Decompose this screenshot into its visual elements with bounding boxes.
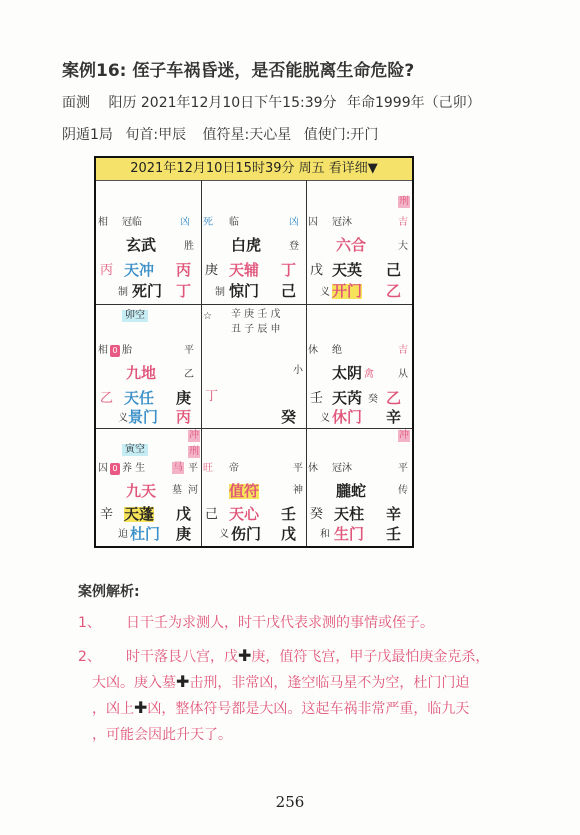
info-zhifu: 值符星:天心星: [202, 127, 292, 143]
palace-stem: 丙: [176, 261, 192, 279]
info-zhishi: 值使门:开门: [303, 127, 379, 143]
palace-star: 天蓬: [124, 505, 155, 523]
analysis-title: 案例解析:: [78, 584, 140, 600]
palace-luck: 平: [293, 463, 303, 474]
text-part: ，凶上: [92, 701, 134, 717]
palace-state: 旺: [203, 463, 213, 474]
palace-star: 天冲: [124, 261, 155, 279]
palace-door-relation: 迫: [118, 529, 128, 540]
analysis-item-2-line-2: [92, 672, 469, 692]
palace-zhen: [96, 304, 201, 428]
palace-door: 生门: [334, 525, 365, 543]
palace-luck: 凶: [180, 217, 190, 228]
palace-stage: 胎: [122, 345, 132, 356]
info-line-1: [62, 92, 481, 112]
palace-tag: 冲: [189, 430, 199, 441]
case-title: 案例16: 侄子车祸昏迷，是否能脱离生命危险?: [62, 61, 415, 81]
palace-note: 神: [293, 485, 303, 496]
analysis-item-1: 日干壬为求测人，时干戊代表求测的事情或侄子。: [126, 615, 434, 631]
palace-heaven-stem: 丙: [100, 263, 114, 278]
palace-stem: 戊: [176, 505, 192, 523]
palace-door-relation: 义: [118, 413, 128, 424]
palace-earth-stem: 戊: [281, 525, 297, 543]
palace-earth-stem: 乙: [386, 282, 402, 300]
palace-note: 墓: [172, 485, 182, 496]
palace-state: 死: [203, 217, 213, 228]
palace-stem: 辛: [386, 505, 402, 523]
palace-marker: 0: [110, 345, 120, 357]
palace-door: 伤门: [231, 525, 262, 543]
palace-stage: 帝: [229, 463, 239, 474]
plus-icon: ✚: [238, 646, 252, 665]
palace-note: 从: [398, 369, 408, 380]
palace-note: 登: [289, 241, 299, 252]
palace-stage: 绝: [332, 345, 342, 356]
palace-stem: 乙: [386, 389, 402, 407]
palace-luck: 吉: [398, 217, 408, 228]
palace-earth-stem: 丁: [176, 282, 192, 300]
palace-door-relation: 制: [118, 287, 128, 298]
palace-star: 天辅: [229, 261, 260, 279]
palace-door: 休门: [332, 408, 363, 426]
four-pillars-stems: 辛 庚 壬 戊: [231, 309, 281, 320]
analysis-item-2-line-1: [126, 646, 489, 666]
palace-earth-stem: 癸: [281, 408, 297, 426]
palace-stage: 冠临: [122, 217, 142, 228]
palace-state: 囚: [98, 463, 108, 474]
palace-star-tag: 癸: [368, 394, 378, 405]
palace-marker: 0: [110, 463, 120, 475]
palace-heaven-stem: 壬: [310, 391, 324, 406]
palace-empty-mark: 寅空: [122, 444, 148, 456]
plus-icon: ✚: [134, 698, 148, 717]
info-method: 面测: [62, 95, 90, 111]
palace-gen: [96, 428, 201, 550]
palace-god: 太阴: [332, 364, 363, 382]
palace-god: 六合: [336, 236, 367, 254]
palace-note: 乙: [184, 369, 194, 380]
palace-god: 朧蛇: [336, 482, 367, 500]
palace-door-relation: 义: [219, 529, 229, 540]
palace-stage: 养 生: [122, 463, 146, 474]
star-icon: ☆: [203, 311, 212, 322]
palace-star: 天芮: [332, 389, 363, 407]
info-line-2: [62, 124, 378, 144]
palace-star: 天英: [332, 261, 363, 279]
palace-star: 天柱: [334, 505, 365, 523]
board-grid: [96, 180, 412, 546]
palace-earth-stem: 庚: [176, 525, 192, 543]
palace-door: 杜门: [130, 525, 161, 543]
text-part: 击刑，非常凶，逢空临马星不为空，杜门门迫: [189, 675, 470, 691]
text-part: 凶，整体符号都是大凶。这起车祸非常严重，临九天: [147, 701, 470, 717]
analysis-item-2-line-4: ，可能会因此升天了。: [92, 727, 232, 743]
palace-star: 天心: [229, 505, 260, 523]
palace-luck: 平: [188, 463, 198, 474]
palace-door: 开门: [332, 282, 363, 300]
analysis-item-2-line-3: [92, 698, 469, 718]
text-part: 大凶。庚入墓: [92, 675, 176, 691]
palace-stage: 冠沐: [332, 463, 352, 474]
palace-god: 白虎: [231, 236, 262, 254]
palace-heaven-stem: 乙: [100, 391, 114, 406]
palace-stem: 壬: [281, 505, 297, 523]
palace-note: 河: [188, 485, 198, 496]
palace-heaven-stem: 己: [205, 507, 219, 522]
palace-star: 天任: [124, 389, 155, 407]
palace-heaven-stem: 癸: [310, 507, 324, 522]
palace-luck: 平: [184, 345, 194, 356]
palace-note: 胜: [184, 241, 194, 252]
item-number: 1、: [78, 615, 101, 631]
board-header[interactable]: 2021年12月10日15时39分 周五 看详细▼: [96, 158, 412, 181]
palace-note: 传: [398, 485, 408, 496]
palace-state: 休: [308, 463, 318, 474]
palace-note: 大: [398, 241, 408, 252]
palace-tag: 刑: [189, 446, 199, 457]
palace-god: 九天: [126, 482, 157, 500]
info-birth: 年命1999年（己卯）: [346, 95, 481, 111]
palace-god: 九地: [126, 364, 157, 382]
palace-note: 小: [293, 365, 303, 376]
palace-earth-stem: 己: [281, 282, 297, 300]
palace-stem: 己: [386, 261, 402, 279]
palace-door: 景门: [128, 408, 159, 426]
palace-luck: 平: [398, 463, 408, 474]
palace-door-relation: 制: [215, 287, 225, 298]
palace-state: 休: [308, 345, 318, 356]
palace-heaven-stem: 辛: [100, 507, 114, 522]
palace-dui: [306, 304, 412, 428]
palace-heaven-stem: 戊: [310, 263, 324, 278]
palace-stage: 临: [229, 217, 239, 228]
plus-icon: ✚: [176, 672, 190, 691]
palace-kun: [306, 180, 412, 304]
palace-center: [201, 304, 306, 428]
item-number: 2、: [78, 649, 101, 665]
horse-star-mark: 马: [173, 462, 183, 473]
palace-state: 相: [98, 345, 108, 356]
palace-door: 惊门: [229, 282, 260, 300]
page-number: 256: [275, 793, 305, 811]
palace-state: 囚: [308, 217, 318, 228]
palace-empty-mark: 卯空: [122, 310, 148, 322]
palace-stage: 冠沐: [332, 217, 352, 228]
palace-tag: 冲: [399, 430, 409, 441]
palace-stem: 庚: [176, 389, 192, 407]
palace-li: [201, 180, 306, 304]
palace-tag: 刑: [399, 196, 409, 207]
info-date: 阳历 2021年12月10日下午15:39分: [108, 95, 337, 111]
text-part: 时干落艮八宫，戊: [126, 649, 238, 665]
text-part: 庚，值符飞宫，甲子戊最怕庚金克杀，: [251, 649, 490, 665]
palace-god-tag: 禽: [364, 369, 374, 380]
palace-state: 相: [98, 217, 108, 228]
palace-door: 死门: [132, 282, 163, 300]
palace-luck: 吉: [398, 345, 408, 356]
palace-qian: [306, 428, 412, 550]
four-pillars-branches: 丑 子 辰 申: [231, 324, 281, 335]
palace-door-relation: 义: [320, 287, 330, 298]
palace-door-relation: 和: [320, 529, 330, 540]
palace-kan: [201, 428, 306, 550]
palace-earth-stem: 壬: [386, 525, 402, 543]
palace-god: 值符: [229, 482, 260, 500]
palace-god: 玄武: [126, 236, 157, 254]
qimen-board: [94, 156, 414, 548]
info-ju: 阴遁1局: [62, 127, 113, 143]
palace-door-relation: 义: [320, 413, 330, 424]
info-xunshou: 旬首:甲辰: [125, 127, 187, 143]
palace-xun: [96, 180, 201, 304]
palace-earth-stem: 丙: [176, 408, 192, 426]
palace-stem: 丁: [281, 261, 297, 279]
palace-heaven-stem: 庚: [205, 263, 219, 278]
palace-luck: 凶: [289, 217, 299, 228]
palace-earth-stem: 辛: [386, 408, 402, 426]
palace-heaven-stem: 丁: [205, 389, 219, 404]
